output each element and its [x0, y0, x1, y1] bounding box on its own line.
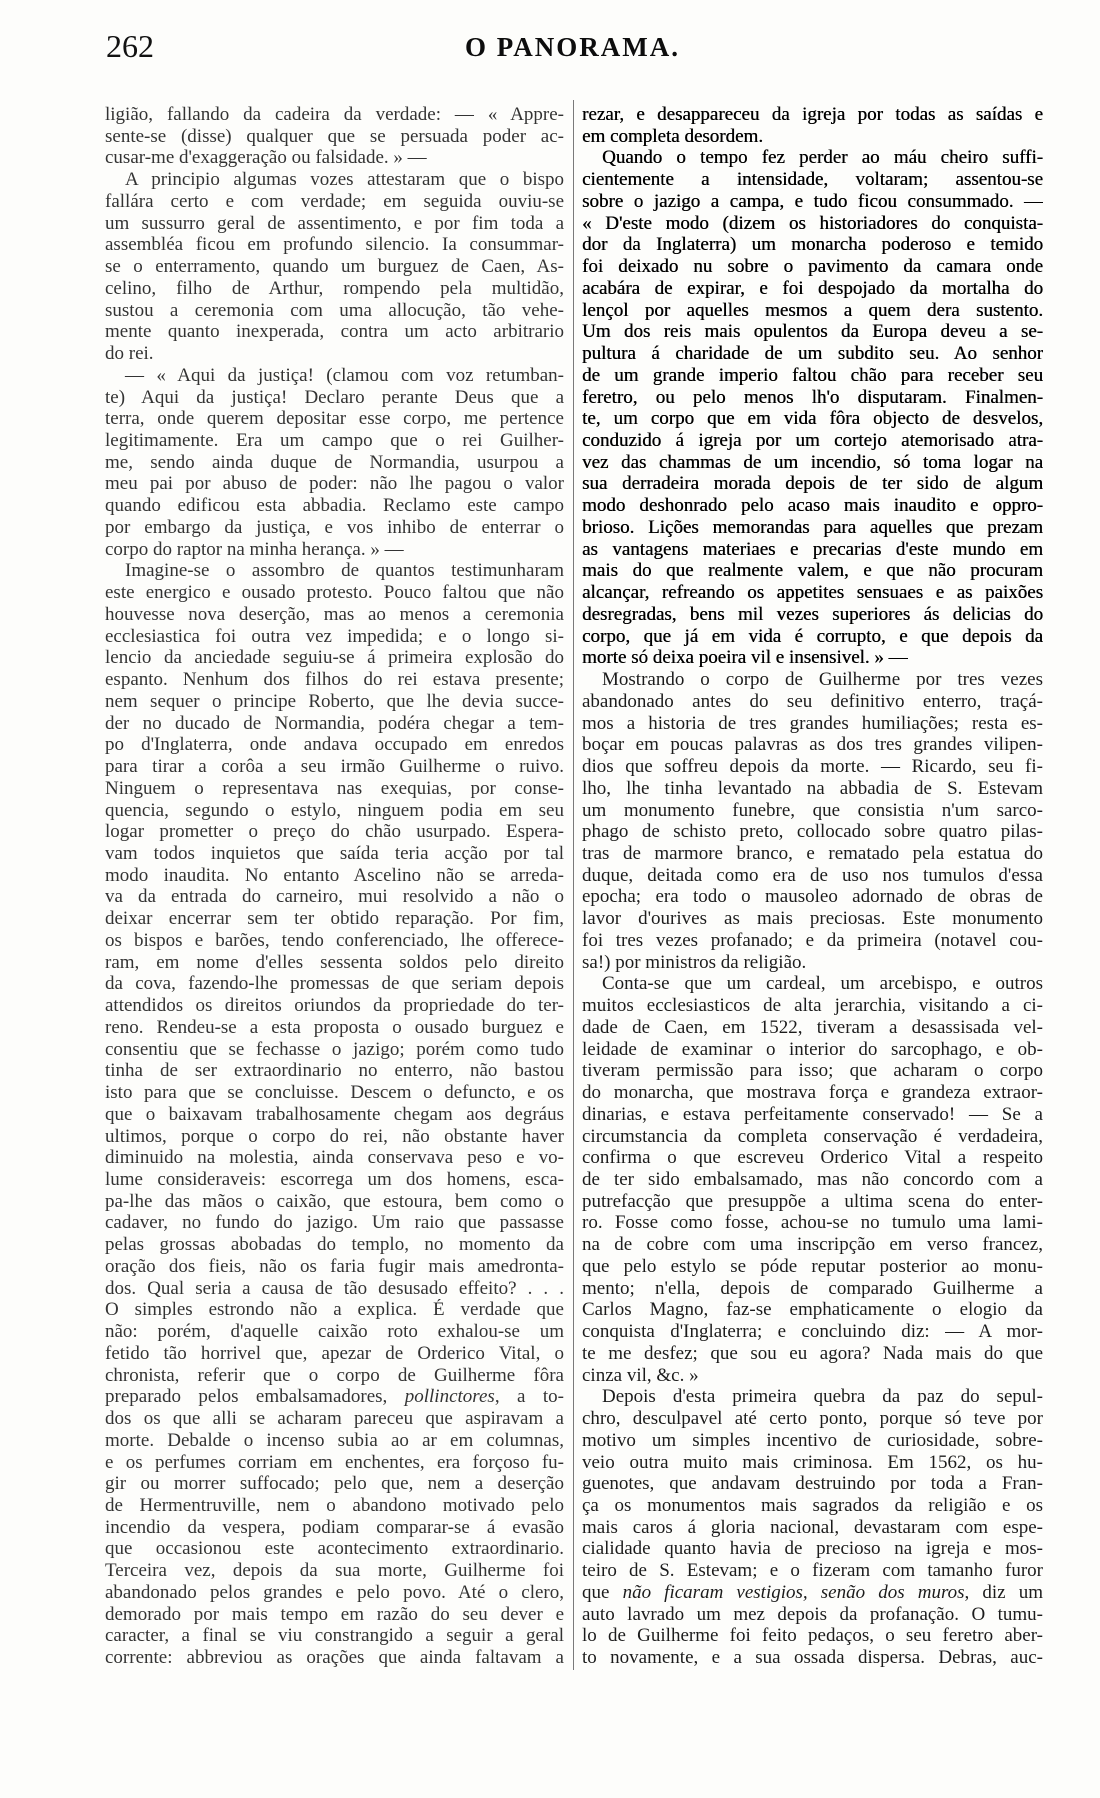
text-line: sobre o jazigo a campa, e tudo ficou consummado. — [582, 190, 1043, 212]
paragraph [105, 365, 564, 561]
text-line: um sussurro geral de assentimento, e por fim toda a [105, 212, 564, 234]
text-line: por embargo da justiça, e vos inhibo de enterrar o [105, 516, 564, 538]
text-line: Ninguem o representava nas exequias, por conse- [105, 777, 564, 799]
text-line: dade de Caen, em 1522, tiveram a desassisada vel- [582, 1016, 1043, 1038]
text-line: foi tres vezes profanado; e da primeira (notavel cou- [582, 929, 1043, 951]
text-line: na de cobre com uma inscripção em verso francez, [582, 1234, 1043, 1256]
text-line: guenotes, que andavam destruindo por toda a Fran- [582, 1473, 1043, 1495]
text-line: « D'este modo (dizem os historiadores do conquista- [582, 212, 1043, 234]
text-line: to novamente, e a sua ossada dispersa. Debras, auc- [582, 1647, 1043, 1669]
text-line: attendidos os direitos oriundos da propriedade do ter- [105, 995, 564, 1017]
paragraph [582, 1386, 1043, 1669]
text-line: vam todos inquietos que saída teria acção por tal [105, 842, 564, 864]
text-line: cientemente a intensidade, voltaram; assentou-se [582, 169, 1043, 191]
text-line: lho, lhe tinha levantado na abbadia de S. Estevam [582, 777, 1043, 799]
paragraph [105, 169, 564, 365]
text-line: te) Aqui da justiça! Declaro perante Deus que a [105, 386, 564, 408]
text-line: gir ou morrer suffocado; pelo que, nem a deserção [105, 1473, 564, 1495]
text-line: lavor d'ourives as mais preciosas. Este monumento [582, 908, 1043, 930]
text-line: confirma o que escreveu Orderico Vital a respeito [582, 1147, 1043, 1169]
text-line: Mostrando o corpo de Guilherme por tres vezes [602, 669, 1043, 691]
text-line: tinha de ser extraordinario no enterro, não bastou [105, 1060, 564, 1082]
text-line: pa-lhe das mãos o caixão, que estoura, bem como o [105, 1190, 564, 1212]
text-line: cialidade quanto havia de precioso na igreja e mos- [582, 1538, 1043, 1560]
masthead-title: O PANORAMA. [465, 32, 680, 62]
text-line: as vantagens materiaes e precarias d'este mundo em [582, 538, 1043, 560]
text-line [105, 1386, 564, 1408]
text-line: corrente: abbreviou as orações que ainda faltavam a [105, 1647, 564, 1669]
text-line: fallára certo e com verdade; em seguida ouviu-se [105, 190, 564, 212]
text-line: cusar-me d'exaggeração ou falsidade. » — [105, 147, 427, 169]
text-line: tiveram permissão para isso; que acharam o corpo [582, 1060, 1043, 1082]
text-line: Carlos Magno, faz-se emphaticamente o elogio da [582, 1299, 1043, 1321]
text-line: reno. Rendeu-se a esta proposta o ousado burguez e [105, 1016, 564, 1038]
text-line: sustou a ceremonia com uma allocução, tão vehe- [105, 299, 564, 321]
text-line: circumstancia da completa conservação é verdadeira, [582, 1125, 1043, 1147]
text-line: mais do que realmente valem, e que não procuram [582, 560, 1043, 582]
text-line: dinarias, e estava perfeitamente conservado! — Se a [582, 1103, 1043, 1125]
text-line: Quando o tempo fez perder ao máu cheiro suffi- [602, 147, 1043, 169]
text-line: quando edificou esta abbadia. Reclamo este campo [105, 495, 564, 517]
text-line: sua derradeira morada depois de ter sido de algum [582, 473, 1043, 495]
text-line: assembléa ficou em profundo silencio. Ia consummar- [105, 234, 564, 256]
text-line: do rei. [105, 343, 154, 365]
text-line: incendio da vespera, podiam comparar-se á evasão [105, 1516, 564, 1538]
text-line: phago de schisto preto, collocado sobre quatro pilas- [582, 821, 1043, 843]
text-line: do monarcha, que mostrava força e grandeza extraor- [582, 1082, 1043, 1104]
text-line: os bispos e barões, tendo conferenciado, lhe offerece- [105, 929, 564, 951]
text-line: logar prometter o preço do chão usurpado. Espera- [105, 821, 564, 843]
text-line: — « Aqui da justiça! (clamou com voz retumban- [125, 364, 564, 386]
italic-text: não ficaram vestigios, senão dos muros [622, 1581, 965, 1603]
text-line: chronista, referir que o corpo de Guilherme fôra [105, 1364, 564, 1386]
text-line: ultimos, porque o corpo do rei, não obstante haver [105, 1125, 564, 1147]
text-line: legitimamente. Era um campo que o rei Guilher- [105, 430, 564, 452]
text-line: acabára de expirar, e foi despojado da mortalha do [582, 277, 1043, 299]
text-segment: , diz um [964, 1581, 1043, 1603]
text-line: ça os monumentos mais sagrados da religião e os [582, 1495, 1043, 1516]
text-line: modo inaudita. No entanto Ascelino não se arreda- [105, 864, 564, 886]
text-line: e os perfumes corriam em enchentes, era forçoso fu- [105, 1451, 564, 1473]
text-line: corpo do raptor na minha herança. » — [105, 538, 404, 560]
text-line: duque, deitada como era de uso nos tumulos d'essa [582, 864, 1043, 886]
text-line: da cova, fazendo-lhe promessas de que seriam depois [105, 973, 564, 995]
text-line: ecclesiastica foi outra vez impedida; e o longo si- [105, 625, 564, 647]
text-column-right [582, 104, 1043, 1669]
text-line: te, um corpo que em vida fôra objecto de desvelos, [582, 408, 1043, 430]
text-line: houvesse nova deserção, mas ao menos a ceremonia [105, 603, 564, 625]
text-column-left [105, 104, 564, 1669]
text-line: auto lavrado um mez depois da profanação. O tumu- [582, 1603, 1043, 1625]
text-line: mente quanto inexperada, contra um acto arbitrario [105, 321, 564, 343]
text-line: Depois d'esta primeira quebra da paz do sepul- [602, 1386, 1043, 1408]
text-line: pelas grossas abobadas do templo, no momento da [105, 1234, 564, 1256]
text-segment: preparado pelos embalsamadores, [105, 1386, 405, 1408]
text-line: A principio algumas vozes attestaram que o bispo [125, 169, 564, 191]
text-line: abandonado antes do seu definitivo enterro, traçá- [582, 690, 1043, 712]
text-line: dos os que alli se acharam pareceu que aspiravam a [105, 1408, 564, 1430]
text-line: fetido tão horrivel que, apezar de Orderico Vital, o [105, 1342, 564, 1364]
text-line: conduzido á igreja por um cortejo atemorisado atra- [582, 430, 1043, 452]
text-line: oração dos fieis, não os faria fugir mais amedronta- [105, 1255, 564, 1277]
text-line: teiro de S. Estevam; e o fizeram com tamanho furor [582, 1560, 1043, 1582]
text-line: Um dos reis mais opulentos da Europa deveu a se- [582, 321, 1043, 343]
text-line: te me desfez; que sou eu agora? Nada mais do que [582, 1342, 1043, 1364]
text-line: der no ducado de Normandia, podéra chegar a tem- [105, 712, 564, 734]
text-line: este energico e ousado protesto. Pouco faltou que não [105, 582, 564, 604]
text-line: veio outra muito mais criminosa. Em 1562, os hu- [582, 1451, 1043, 1473]
text-line [582, 1582, 1043, 1604]
column-divider-rule [573, 100, 574, 1670]
paragraph [582, 973, 1043, 1386]
text-line: mento; n'ella, depois de comparado Guilherme a [582, 1277, 1043, 1299]
text-line: Terceira vez, depois da sua morte, Guilherme foi [105, 1560, 564, 1582]
text-line: va da entrada do carneiro, mui resolvido a não o [105, 886, 564, 908]
text-line: dor da Inglaterra) um monarcha poderoso e temido [582, 234, 1043, 256]
italic-text: pollinctores [404, 1386, 495, 1408]
text-line: espanto. Nenhum dos filhos do rei estava presente; [105, 669, 564, 691]
text-line: lo de Guilherme foi feito pedaços, o seu feretro aber- [582, 1625, 1043, 1647]
text-line: dos. Qual seria a causa de tão desusado effeito? . . . [105, 1277, 564, 1299]
text-line: Conta-se que um cardeal, um arcebispo, e outros [602, 973, 1043, 995]
text-line: um monumento funebre, que consistia n'um sarco- [582, 799, 1043, 821]
text-line: motivo um simples incentivo de curiosidade, sobre- [582, 1429, 1043, 1451]
text-line: mais caros á gloria nacional, devastaram com espe- [582, 1516, 1043, 1538]
text-line: de ter sido embalsamado, mas não concordo com a [582, 1168, 1043, 1190]
text-line: lençol por aquelles mesmos a quem dera sustento. [582, 299, 1043, 321]
text-line: me, sendo ainda duque de Normandia, usurpou a [105, 451, 564, 473]
text-line: putrefacção que presuppõe a ultima scena do enter- [582, 1190, 1043, 1212]
text-line: O simples estrondo não a explica. É verdade que [105, 1299, 564, 1321]
text-line: foi deixado nu sobre o pavimento da camara onde [582, 256, 1043, 278]
text-line: desregradas, bens mil vezes superiores ás delicias do [582, 603, 1043, 625]
text-line: meu pai por abuso de poder: não lhe pagou o valor [105, 473, 564, 495]
text-line: rezar, e desappareceu da igreja por todas as saídas e [582, 104, 1043, 125]
text-line: epocha; era todo o mausoleo adornado de obras de [582, 886, 1043, 908]
text-line: que o baixavam trabalhosamente chegam aos degráus [105, 1103, 564, 1125]
text-line: Imagine-se o assombro de quantos testimunharam [125, 560, 564, 582]
text-line: sa!) por ministros da religião. [582, 951, 807, 973]
text-segment: que [582, 1581, 623, 1603]
text-line: isto para que se concluisse. Descem o defuncto, e os [105, 1082, 564, 1104]
text-line: dios que soffreu depois da morte. — Ricardo, seu fi- [582, 756, 1043, 778]
text-line: caracter, a final se viu constrangido a seguir a geral [105, 1625, 564, 1647]
text-line: que occasionou este acontecimento extraordinario. [105, 1538, 564, 1560]
text-line: morte. Debalde o incenso subia ao ar em columnas, [105, 1429, 564, 1451]
text-line: se o enterramento, quando um burguez de Caen, As- [105, 256, 564, 278]
text-line: mos a historia de tres grandes humiliações; resta es- [582, 712, 1043, 734]
text-line: leidade de examinar o interior do sarcophago, e ob- [582, 1038, 1043, 1060]
text-line: chro, desculpavel até certo ponto, porque só teve por [582, 1408, 1043, 1430]
paragraph [582, 147, 1043, 669]
text-line: de um grande imperio faltou chão para receber seu [582, 364, 1043, 386]
text-line: cinza vil, &c. » [582, 1364, 699, 1386]
text-line: nem sequer o principe Roberto, que lhe devia succe- [105, 690, 564, 712]
text-line: boçar em poucas palavras as dos tres grandes vilipen- [582, 734, 1043, 756]
text-line: tras de marmore branco, e rematado pela estatua do [582, 842, 1043, 864]
text-line: deixar encerrar sem ter obtido reparação. Por fim, [105, 908, 564, 930]
text-line: vez das chammas de um incendio, só toma logar na [582, 451, 1043, 473]
text-line: lencio da anciedade seguiu-se á primeira explosão do [105, 647, 564, 669]
page-number: 262 [106, 28, 154, 64]
text-line: ram, em nome d'elles sessenta soldos pelo direito [105, 951, 564, 973]
paragraph [105, 104, 564, 169]
text-line: po d'Inglaterra, onde andava occupado em enredos [105, 734, 564, 756]
text-line: corpo, que já em vida é corrupto, e que depois da [582, 625, 1043, 647]
text-line: muitos ecclesiasticos de alta jerarchia, visitando a ci- [582, 995, 1043, 1017]
paragraph [582, 669, 1043, 973]
text-line: alcançar, refreando os appetites sensuaes e as paixões [582, 582, 1043, 604]
text-line: lume consideraveis: escorrega um dos homens, esca- [105, 1168, 564, 1190]
text-line: modo deshonrado pelo acaso mais inaudito e oppro- [582, 495, 1043, 517]
text-line: que pelo estylo se póde reputar posterior ao monu- [582, 1255, 1043, 1277]
text-line: sente-se (disse) qualquer que se persuada poder ac- [105, 125, 564, 147]
text-line: abandonado pelos grandes e pelo povo. Até o clero, [105, 1581, 564, 1603]
text-line: morte só deixa poeira vil e insensivel. » — [582, 647, 908, 669]
text-line: brioso. Lições memorandas para aquelles que prezam [582, 516, 1043, 538]
text-line: celino, filho de Arthur, rompendo pela multidão, [105, 277, 564, 299]
text-line: cadaver, no fundo do jazigo. Um raio que passasse [105, 1212, 564, 1234]
text-line: para tirar a corôa a seu irmão Guilherme o ruivo. [105, 756, 564, 778]
text-line: ro. Fosse como fosse, achou-se no tumulo uma lami- [582, 1212, 1043, 1234]
text-line: em completa desordem. [582, 125, 763, 147]
paragraph [105, 560, 564, 1668]
text-line: consentiu que se fechasse o jazigo; porém como tudo [105, 1038, 564, 1060]
text-line: feretro, ou pelo menos lh'o disputaram. Finalmen- [582, 386, 1043, 408]
text-line: conquista d'Inglaterra; e concluindo diz: — A mor- [582, 1321, 1043, 1343]
text-segment: , a to- [494, 1386, 564, 1408]
text-line: demorado por mais tempo em razão do seu dever e [105, 1603, 564, 1625]
text-line: diminuido na molestia, ainda conservava peso e vo- [105, 1147, 564, 1169]
text-line: terra, onde querem depositar esse corpo, me pertence [105, 408, 564, 430]
text-line: não: porém, d'aquelle caixão roto exhalou-se um [105, 1321, 564, 1343]
text-line: ligião, fallando da cadeira da verdade: — « Appre- [105, 104, 564, 125]
text-line: de Hermentruville, nem o abandono motivado pelo [105, 1495, 564, 1516]
paragraph [582, 104, 1043, 147]
text-line: pultura á charidade de um subdito seu. Ao senhor [582, 343, 1043, 365]
text-line: quencia, segundo o estylo, ninguem podia em seu [105, 799, 564, 821]
